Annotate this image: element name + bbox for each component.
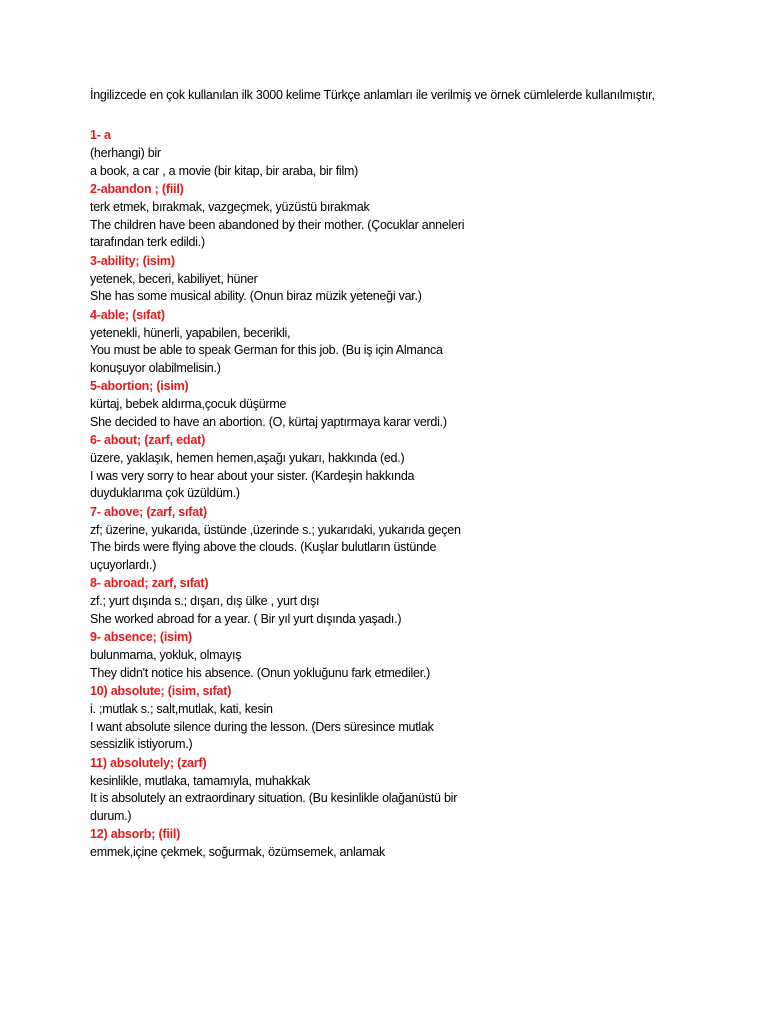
entry-heading: 2-abandon ; (fiil) (90, 182, 184, 196)
entry-heading: 11) absolutely; (zarf) (90, 755, 207, 770)
entry-meaning: (herhangi) bir (90, 146, 161, 160)
document-page (90, 86, 730, 862)
intro-text: İngilizcede en çok kullanılan ilk 3000 kelime Türkçe anlamları ile verilmiş ve örnek cümlelerde kullanılmıştır, (90, 88, 655, 102)
entry-example: I want absolute silence during the lesson. (Ders süresince mutlak sessizlik istiyorum.) (90, 719, 434, 751)
entry (90, 574, 730, 628)
entry (90, 503, 730, 575)
entry-meaning: zf; üzerine, yukarıda, üstünde ,üzerinde s.; yukarıdaki, yukarıda geçen (90, 522, 461, 537)
entry (90, 306, 730, 378)
entry-heading: 5-abortion; (isim) (90, 379, 189, 393)
entry (90, 431, 730, 503)
entry (90, 377, 730, 431)
entry-example: She has some musical ability. (Onun biraz müzik yeteneği var.) (90, 289, 422, 303)
entry-heading: 1- a (90, 128, 111, 142)
entry-heading: 7- above; (zarf, sıfat) (90, 504, 207, 519)
entry (90, 754, 730, 826)
entry (90, 126, 730, 180)
entry-example: I was very sorry to hear about your sister. (Kardeşin hakkında duyduklarıma çok üzüldüm.) (90, 468, 415, 500)
entry-example: The children have been abandoned by their mother. (Çocuklar anneleri tarafından terk edildi.) (90, 217, 465, 249)
entry-meaning: i. ;mutlak s.; salt,mutlak, kati, kesin (90, 702, 273, 716)
entry-heading: 3-ability; (isim) (90, 253, 175, 268)
entry-meaning: bulunmama, yokluk, olmayış (90, 648, 242, 662)
entry-example: She decided to have an abortion. (O, kürtaj yaptırmaya karar verdi.) (90, 414, 447, 429)
entry-example: She worked abroad for a year. ( Bir yıl yurt dışında yaşadı.) (90, 611, 402, 626)
entry-meaning: üzere, yaklaşık, hemen hemen,aşağı yukarı, hakkında (ed.) (90, 451, 405, 465)
entry (90, 628, 730, 682)
entry-heading: 10) absolute; (isim, sıfat) (90, 684, 232, 698)
entry (90, 252, 730, 306)
entry-meaning: terk etmek, bırakmak, vazgeçmek, yüzüstü bırakmak (90, 200, 370, 214)
entry-meaning: yetenekli, hünerli, yapabilen, becerikli, (90, 325, 291, 340)
entry-heading: 8- abroad; zarf, sıfat) (90, 576, 209, 590)
entry-example: It is absolutely an extraordinary situation. (Bu kesinlikle olağanüstü bir durum.) (90, 791, 458, 823)
entry-example: They didn't notice his absence. (Onun yokluğunu fark etmediler.) (90, 665, 431, 680)
entry-meaning: zf.; yurt dışında s.; dışarı, dış ülke , yurt dışı (90, 594, 320, 608)
entry-meaning: kesinlikle, mutlaka, tamamıyla, muhakkak (90, 773, 310, 788)
entry (90, 180, 730, 252)
entry (90, 825, 730, 862)
entry-example: The birds were flying above the clouds. (Kuşlar bulutların üstünde uçuyorlardı.) (90, 540, 437, 572)
entry-meaning: kürtaj, bebek aldırma,çocuk düşürme (90, 397, 287, 411)
entry-heading: 12) absorb; (fiil) (90, 827, 181, 841)
entry (90, 682, 730, 754)
entry-example: You must be able to speak German for this job. (Bu iş için Almanca konuşuyor olabilmelisin.) (90, 343, 443, 375)
entry-meaning: yetenek, beceri, kabiliyet, hüner (90, 271, 258, 286)
entry-heading: 4-able; (sıfat) (90, 307, 165, 322)
entry-example: a book, a car , a movie (bir kitap, bir araba, bir film) (90, 163, 359, 178)
entry-heading: 6- about; (zarf, edat) (90, 433, 206, 447)
entry-heading: 9- absence; (isim) (90, 630, 192, 644)
entry-meaning: emmek,içine çekmek, soğurmak, özümsemek, anlamak (90, 845, 386, 859)
